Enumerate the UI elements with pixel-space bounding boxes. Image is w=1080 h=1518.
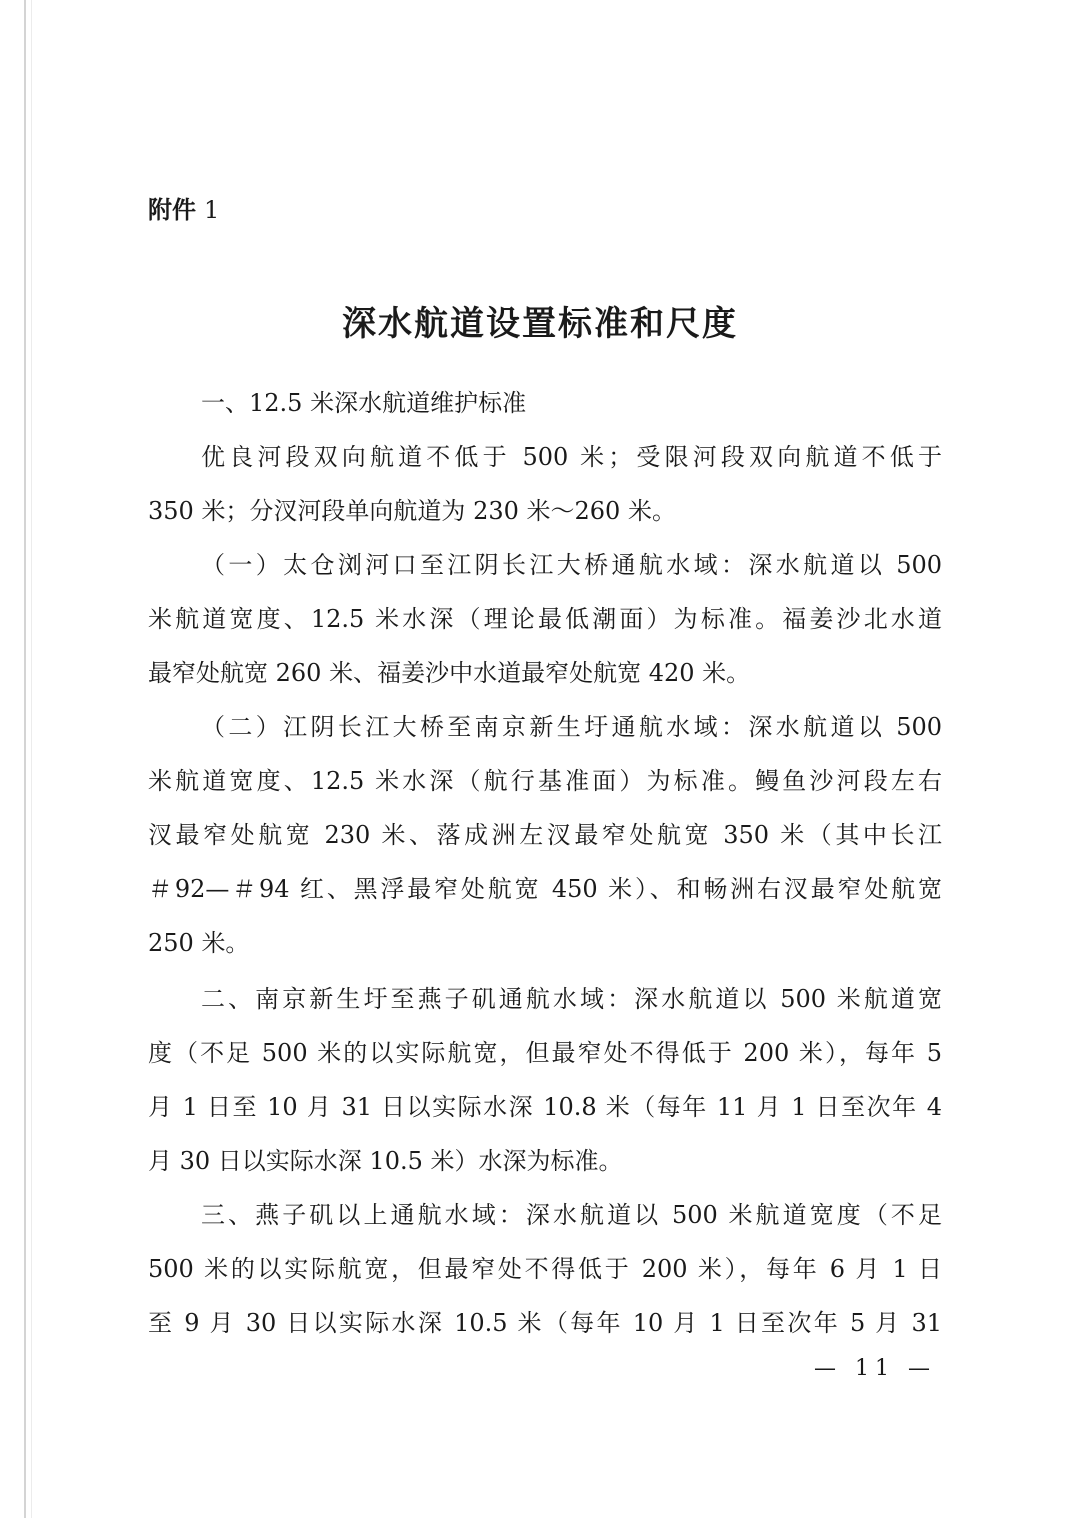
scan-edge [24,0,26,1518]
scan-edge-inner [31,0,32,1518]
body-line: 最窄处航宽 260 米、福姜沙中水道最窄处航宽 420 米。 [148,659,751,687]
body-line: 500 米的以实际航宽，但最窄处不得低于 200 米），每年 6 月 1 日 [148,1255,942,1283]
body-line: 月 1 日至 10 月 31 日以实际水深 10.8 米（每年 11 月 1 日至次年 4 [148,1093,942,1121]
body-line: 优良河段双向航道不低于 500 米；受限河段双向航道不低于 [201,443,942,471]
section-heading-1: 一、12.5 米深水航道维护标准 [201,389,527,417]
body-line: （二）江阴长江大桥至南京新生圩通航水域：深水航道以 500 [201,713,942,741]
body-line: 月 30 日以实际水深 10.5 米）水深为标准。 [148,1147,623,1175]
body-line: 350 米；分汊河段单向航道为 230 米～260 米。 [148,497,676,525]
attachment-number: 1 [204,196,220,224]
body-line: 米航道宽度、12.5 米水深（航行基准面）为标准。鳗鱼沙河段左右 [148,767,942,795]
section-heading-2: 二、南京新生圩至燕子矶通航水域：深水航道以 500 米航道宽 [201,985,942,1013]
page-number: — 11 — [814,1356,936,1381]
body-line: 汊最窄处航宽 230 米、落成洲左汊最窄处航宽 350 米（其中长江 [148,821,942,849]
body-line: 度（不足 500 米的以实际航宽，但最窄处不得低于 200 米），每年 5 [148,1039,942,1067]
attachment-prefix: 附件 [148,196,196,224]
section-heading-3: 三、燕子矶以上通航水域：深水航道以 500 米航道宽度（不足 [201,1201,942,1229]
body-line: ＃92—＃94 红、黑浮最窄处航宽 450 米）、和畅洲右汊最窄处航宽 [148,875,942,903]
body-line: 250 米。 [148,929,250,957]
body-line: （一）太仓浏河口至江阴长江大桥通航水域：深水航道以 500 [201,551,942,579]
body-line: 至 9 月 30 日以实际水深 10.5 米（每年 10 月 1 日至次年 5 月 31 [148,1309,942,1337]
body-line: 米航道宽度、12.5 米水深（理论最低潮面）为标准。福姜沙北水道 [148,605,942,633]
attachment-label [148,190,219,225]
document-title: 深水航道设置标准和尺度 [342,304,738,344]
